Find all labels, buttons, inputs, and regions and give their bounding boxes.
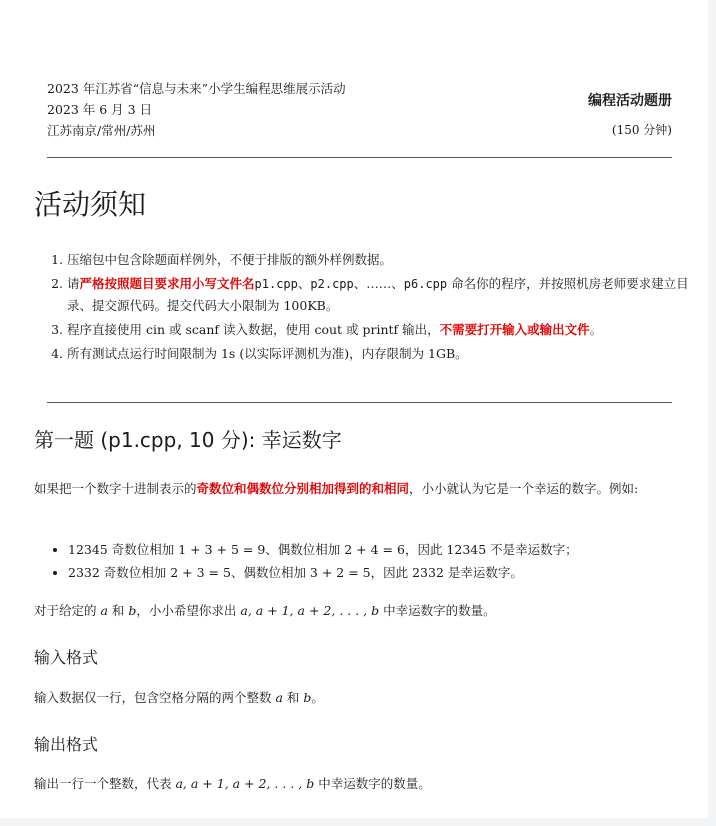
- example-item-1: • 12345 奇数位相加 1 + 3 + 5 = 9、偶数位相加 2 + 4 = 6，因此 12345 不是幸运数字；: [68, 538, 708, 561]
- example-item-2: • 2332 奇数位相加 2 + 3 = 5、偶数位相加 3 + 2 = 5，因此 2332 是幸运数字。: [68, 561, 708, 584]
- lucky-rule: 奇数位和偶数位分别相加得到的和相同: [196, 481, 410, 496]
- example-list: [34, 538, 708, 584]
- io-warning: 不需要打开输入或输出文件: [439, 322, 590, 337]
- filename-p6: p6.cpp: [403, 277, 448, 291]
- event-name: 2023 年江苏省“信息与未来”小学生编程思维展示活动: [47, 81, 346, 96]
- input-format-text: 输入数据仅一行，包含空格分隔的两个整数 a 和 b。: [34, 690, 324, 705]
- booklet-info: [588, 90, 672, 138]
- event-locations: 江苏南京/常州/苏州: [47, 123, 156, 138]
- header-divider: [47, 157, 672, 158]
- filename-p2: p2.cpp: [310, 277, 354, 291]
- input-format-heading: 输入格式: [34, 648, 99, 667]
- problem-query: 对于给定的 a 和 b，小小希望你求出 a, a + 1, a + 2, . . . , b 中幸运数字的数量。: [34, 603, 496, 618]
- output-format-text: 输出一行一个整数，代表 a, a + 1, a + 2, . . . , b 中幸运数字的数量。: [34, 776, 431, 791]
- document-header: [47, 78, 672, 141]
- event-date: 2023 年 6 月 3 日: [47, 102, 153, 117]
- notice-item-3: 3. 程序直接使用 cin 或 scanf 读入数据，使用 cout 或 printf 输出，不需要打开输入或输出文件。: [67, 319, 703, 341]
- filename-warning: 严格按照题目要求用小写文件名: [79, 276, 255, 291]
- section-divider: [47, 402, 672, 403]
- notice-item-4: 4. 所有测试点运行时间限制为 1s (以实际评测机为准)，内存限制为 1GB。: [67, 343, 703, 365]
- notice-heading: 活动须知: [34, 188, 147, 221]
- exam-duration: (150 分钟): [611, 123, 672, 137]
- problem-title: 第一题 (p1.cpp, 10 分): 幸运数字: [34, 428, 342, 452]
- problem-description: 如果把一个数字十进制表示的奇数位和偶数位分别相加得到的和相同，小小就认为它是一个幸运的数字。例如:: [34, 481, 639, 496]
- booklet-title: 编程活动题册: [588, 93, 672, 109]
- filename-p1: p1.cpp: [254, 277, 298, 291]
- notice-item-2: 2. 请严格按照题目要求用小写文件名p1.cpp、p2.cpp、……、p6.cpp 命名你的程序，并按照机房老师要求建立目录、提交源代码。提交代码大小限制为 100KB。: [67, 273, 703, 317]
- notice-item-1: 1. 压缩包中包含除题面样例外，不便于排版的额外样例数据。: [67, 249, 703, 271]
- output-format-heading: 输出格式: [34, 735, 99, 754]
- notice-list: [34, 249, 703, 367]
- event-info: [47, 78, 672, 141]
